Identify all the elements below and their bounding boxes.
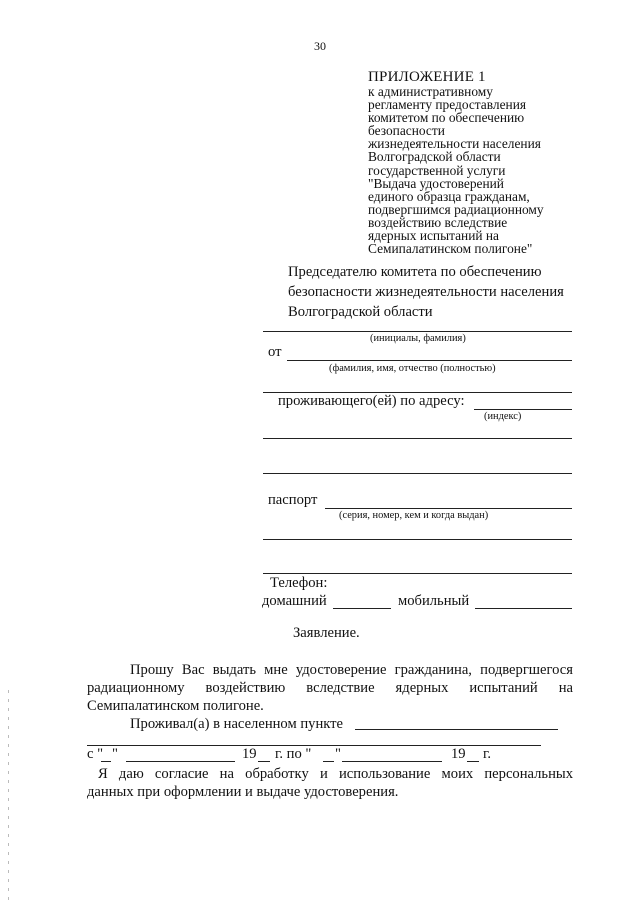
statement-title: Заявление.: [293, 625, 360, 641]
appendix-line: ядерных испытаний на: [368, 228, 500, 244]
passport-field[interactable]: [325, 508, 572, 509]
appendix-line: подвергшимся радиационному: [368, 201, 544, 217]
home-phone-field[interactable]: [333, 608, 391, 609]
request-line-2: радиационному воздействию вследствие ядерных испытаний на: [87, 680, 573, 696]
period-to-label: г. по ": [275, 746, 312, 762]
addressee-line: Волгоградской области: [288, 304, 433, 320]
period-year-suffix: г.: [483, 746, 491, 762]
phone-label: Телефон:: [270, 575, 328, 591]
address-label: проживающего(ей) по адресу:: [278, 393, 465, 409]
lived-label: Проживал(а) в населенном пункте: [130, 716, 344, 732]
fio-caption: (фамилия, имя, отчество (полностью): [329, 363, 496, 374]
appendix-line: безопасности: [368, 123, 445, 139]
period-to-century: 19: [451, 746, 466, 762]
appendix-title: ПРИЛОЖЕНИЕ 1: [368, 69, 486, 85]
appendix-line: жизнедеятельности населения: [368, 136, 541, 152]
period-to-year[interactable]: [467, 761, 479, 762]
request-line-3: Семипалатинском полигоне.: [87, 698, 264, 714]
period-from-month[interactable]: [126, 761, 235, 762]
period-to-day[interactable]: [323, 761, 334, 762]
scan-edge-mark: [8, 690, 9, 905]
period-from-century: 19: [242, 746, 257, 762]
period-to-month[interactable]: [342, 761, 442, 762]
period-quote-2: ": [335, 746, 341, 762]
appendix-block: [368, 69, 544, 255]
appendix-line: регламенту предоставления: [368, 97, 527, 113]
period-quote-1: ": [112, 746, 118, 762]
appendix-line: воздействию вследствие: [368, 214, 508, 230]
passport-field-line-2[interactable]: [263, 539, 572, 540]
fio-field[interactable]: [287, 360, 572, 361]
appendix-line: единого образца гражданам,: [368, 188, 530, 204]
addressee-line: Председателю комитета по обеспечению: [288, 264, 542, 280]
settlement-field-continued[interactable]: [87, 745, 541, 746]
passport-field-line-3[interactable]: [263, 573, 572, 574]
addressee-line: безопасности жизнедеятельности населения: [288, 284, 564, 300]
settlement-field[interactable]: [355, 729, 558, 730]
address-field-line-2[interactable]: [263, 473, 572, 474]
page-number: 30: [314, 39, 326, 53]
from-label: от: [268, 344, 282, 360]
index-field[interactable]: [474, 409, 572, 410]
appendix-line: Семипалатинском полигоне": [368, 241, 533, 257]
appendix-line: "Выдача удостоверений: [368, 175, 504, 191]
initials-caption: (инициалы, фамилия): [370, 333, 466, 344]
passport-label: паспорт: [268, 492, 318, 508]
period-from-label: с ": [87, 746, 104, 762]
passport-caption: (серия, номер, кем и когда выдан): [339, 510, 489, 521]
period-from-day[interactable]: [101, 761, 111, 762]
home-phone-label: домашний: [262, 593, 327, 609]
address-field-line-1[interactable]: [263, 438, 572, 439]
initials-field[interactable]: [263, 331, 572, 332]
request-line-1: Прошу Вас выдать мне удостоверение гражданина, подвергшегося: [130, 662, 573, 678]
appendix-line: государственной услуги: [368, 162, 506, 178]
appendix-line: Волгоградской области: [368, 149, 501, 165]
period-from-year[interactable]: [258, 761, 270, 762]
consent-line-1: Я даю согласие на обработку и использование моих персональных: [98, 766, 573, 782]
mobile-phone-label: мобильный: [398, 593, 470, 609]
appendix-line: к административному: [368, 84, 493, 99]
index-caption: (индекс): [484, 411, 522, 422]
addressee-block: [288, 262, 564, 322]
consent-line-2: данных при оформлении и выдаче удостоверения.: [87, 784, 399, 800]
mobile-phone-field[interactable]: [475, 608, 572, 609]
appendix-line: комитетом по обеспечению: [368, 110, 525, 126]
